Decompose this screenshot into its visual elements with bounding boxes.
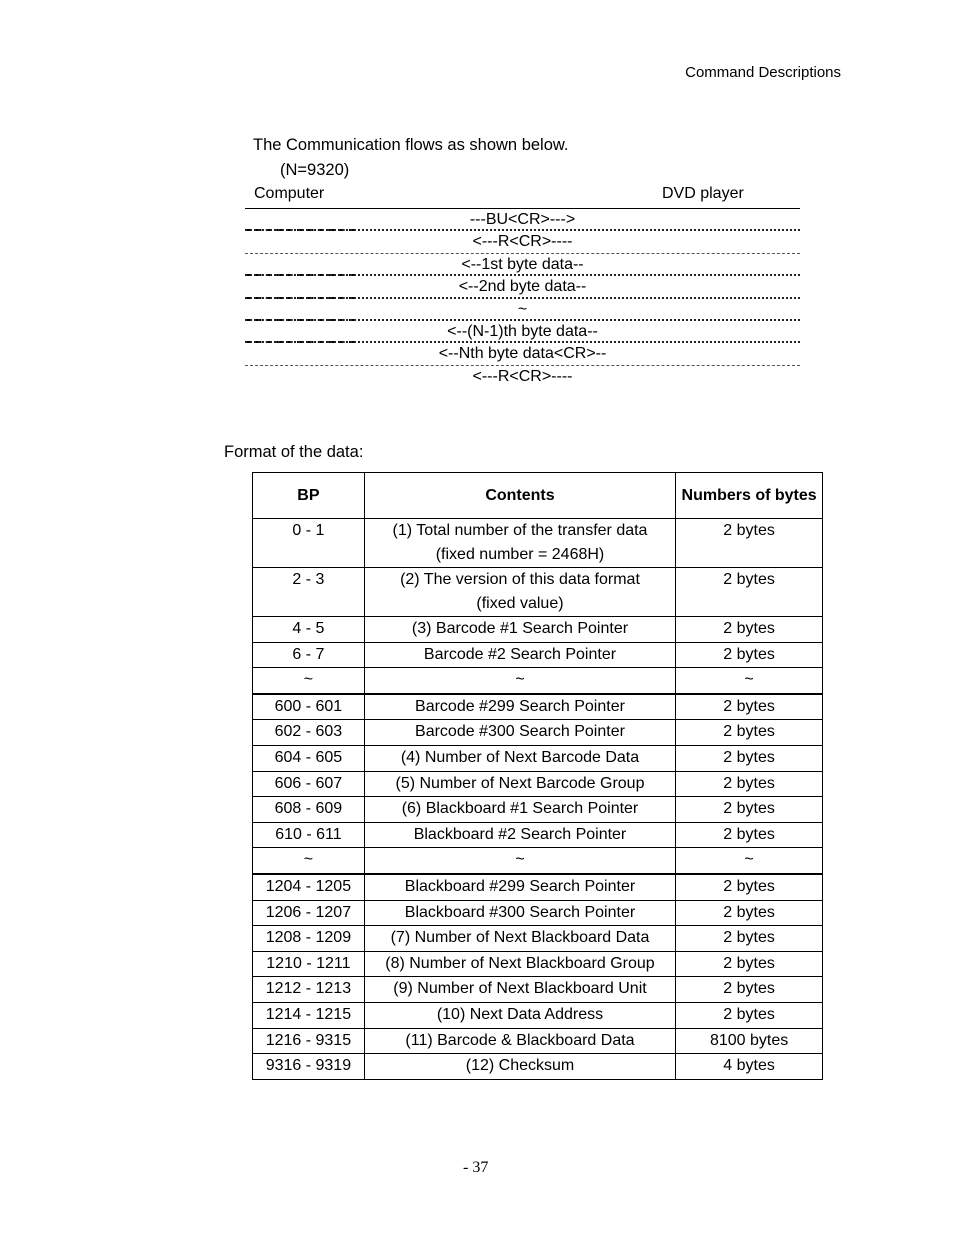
cell-bytes — [676, 720, 823, 746]
bytes-text: 2 bytes — [723, 748, 775, 766]
bytes-text: 2 bytes — [723, 980, 775, 998]
flow-step: <---R<CR>---- — [245, 231, 800, 253]
bp-text: 2 - 3 — [292, 571, 325, 588]
bp-text: 4 - 5 — [292, 620, 325, 637]
contents-text: (9) Number of Next Blackboard Unit — [393, 980, 647, 998]
bp-text: 6 - 7 — [292, 645, 325, 663]
cell-bytes — [676, 745, 823, 771]
flow-step: <--(N-1)th byte data-- — [245, 321, 800, 343]
cell-bytes — [676, 1002, 823, 1028]
bytes-text: ~ — [744, 851, 754, 869]
bp-text: 1216 - 9315 — [265, 1031, 352, 1049]
cell-bytes — [676, 822, 823, 848]
table-row — [253, 977, 823, 1003]
bytes-text: 2 bytes — [723, 774, 775, 792]
contents-text: ~ — [515, 851, 525, 869]
flow-step: ~ — [245, 299, 800, 321]
cell-contents — [364, 1028, 675, 1054]
cell-bytes — [676, 900, 823, 926]
table-row — [253, 642, 823, 668]
table-body — [253, 519, 823, 1080]
contents-subtext: (fixed number = 2468H) — [435, 546, 605, 563]
cell-bp — [253, 745, 365, 771]
cell-contents — [364, 642, 675, 668]
bp-text: 1208 - 1209 — [265, 929, 352, 947]
cell-contents — [364, 745, 675, 771]
cell-contents — [364, 926, 675, 952]
bp-text: 1214 - 1215 — [265, 1005, 352, 1023]
bp-text: ~ — [303, 851, 314, 869]
bytes-text: 2 bytes — [723, 620, 775, 637]
cell-bp — [253, 1002, 365, 1028]
table-row — [253, 771, 823, 797]
contents-text: Blackboard #299 Search Pointer — [404, 877, 636, 895]
contents-text: (2) The version of this data format — [400, 571, 640, 588]
n-value: (N=9320) — [280, 161, 350, 179]
cell-bp — [253, 1028, 365, 1054]
cell-contents — [364, 900, 675, 926]
bp-text: 608 - 609 — [274, 800, 343, 818]
table-row — [253, 694, 823, 720]
cell-bp — [253, 668, 365, 694]
bp-text: 600 - 601 — [274, 697, 343, 715]
cell-bp — [253, 642, 365, 668]
cell-bp — [253, 771, 365, 797]
data-format-table — [252, 472, 823, 1080]
cell-bytes — [676, 771, 823, 797]
flow-step: <--2nd byte data-- — [245, 276, 800, 298]
table-row — [253, 568, 823, 617]
flow-step: <---R<CR>---- — [472, 367, 573, 385]
bytes-text: 2 bytes — [723, 1005, 775, 1023]
cell-bp — [253, 720, 365, 746]
cell-contents — [364, 771, 675, 797]
cell-bp — [253, 519, 365, 568]
table-row — [253, 951, 823, 977]
contents-text: ~ — [515, 671, 525, 689]
bytes-text: 2 bytes — [723, 825, 775, 843]
table-row — [253, 617, 823, 643]
cell-contents — [364, 977, 675, 1003]
cell-bp — [253, 1054, 365, 1080]
contents-text: Blackboard #300 Search Pointer — [404, 903, 636, 921]
bytes-text: ~ — [744, 671, 754, 689]
table-row — [253, 874, 823, 900]
page-header: Command Descriptions — [685, 64, 841, 81]
header-contents: Contents — [364, 473, 675, 519]
table-row — [253, 926, 823, 952]
cell-contents — [364, 519, 675, 568]
bytes-text: 2 bytes — [723, 723, 775, 741]
bytes-text: 2 bytes — [723, 903, 775, 921]
cell-contents — [364, 951, 675, 977]
contents-text: Blackboard #2 Search Pointer — [413, 825, 627, 843]
bytes-text: 2 bytes — [723, 800, 775, 818]
cell-bp — [253, 977, 365, 1003]
bytes-text: 2 bytes — [723, 522, 775, 539]
table-row — [253, 900, 823, 926]
contents-text: Barcode #2 Search Pointer — [423, 645, 617, 663]
cell-bp — [253, 694, 365, 720]
table-row — [253, 848, 823, 874]
bytes-text: 4 bytes — [723, 1057, 775, 1075]
bytes-text: 2 bytes — [723, 877, 775, 895]
header-bytes: Numbers of bytes — [676, 473, 823, 519]
contents-subtext: (fixed value) — [476, 595, 564, 612]
contents-text: (12) Checksum — [465, 1057, 575, 1075]
table-row — [253, 822, 823, 848]
flow-computer-label: Computer — [254, 185, 325, 202]
cell-contents — [364, 720, 675, 746]
bp-text: 602 - 603 — [274, 723, 343, 741]
cell-contents — [364, 797, 675, 823]
table-row — [253, 1028, 823, 1054]
contents-text: (4) Number of Next Barcode Data — [400, 748, 640, 766]
cell-bytes — [676, 519, 823, 568]
table-row — [253, 1054, 823, 1080]
contents-text: (7) Number of Next Blackboard Data — [390, 929, 650, 947]
cell-bp — [253, 797, 365, 823]
communication-flow — [245, 185, 800, 388]
cell-bp — [253, 926, 365, 952]
cell-contents — [364, 617, 675, 643]
cell-bytes — [676, 874, 823, 900]
cell-bytes — [676, 1054, 823, 1080]
cell-contents — [364, 668, 675, 694]
cell-bp — [253, 848, 365, 874]
table-row — [253, 668, 823, 694]
bp-text: 1206 - 1207 — [265, 903, 352, 921]
contents-text: Barcode #299 Search Pointer — [415, 697, 625, 715]
bytes-text: 2 bytes — [723, 929, 775, 947]
cell-bp — [253, 568, 365, 617]
header-bp: BP — [253, 473, 365, 519]
bytes-text: 2 bytes — [723, 645, 775, 663]
cell-contents — [364, 874, 675, 900]
table-row — [253, 745, 823, 771]
cell-bytes — [676, 1028, 823, 1054]
flow-step: <--1st byte data-- — [245, 254, 800, 276]
bytes-text: 2 bytes — [723, 571, 775, 588]
flow-step: ---BU<CR>---> — [245, 209, 800, 231]
cell-bytes — [676, 848, 823, 874]
flow-header — [245, 185, 800, 209]
intro-text: The Communication flows as shown below. — [253, 136, 569, 154]
contents-text: (5) Number of Next Barcode Group — [395, 774, 645, 792]
page-number: - 37 — [463, 1159, 489, 1176]
cell-bytes — [676, 977, 823, 1003]
table-row — [253, 519, 823, 568]
bytes-text: 8100 bytes — [709, 1031, 789, 1049]
cell-bytes — [676, 617, 823, 643]
bytes-text: 2 bytes — [723, 697, 775, 715]
cell-bp — [253, 822, 365, 848]
contents-text: (3) Barcode #1 Search Pointer — [411, 620, 629, 637]
bp-text: 0 - 1 — [292, 522, 325, 539]
cell-bytes — [676, 568, 823, 617]
table-row — [253, 1002, 823, 1028]
bp-text: 604 - 605 — [274, 748, 343, 766]
cell-bp — [253, 874, 365, 900]
flow-dvd-label: DVD player — [662, 185, 744, 202]
cell-bp — [253, 900, 365, 926]
bp-text: ~ — [303, 671, 314, 689]
cell-contents — [364, 1002, 675, 1028]
bp-text: 1212 - 1213 — [265, 980, 352, 998]
cell-bytes — [676, 668, 823, 694]
table-row — [253, 797, 823, 823]
bp-text: 1204 - 1205 — [265, 877, 352, 895]
bp-text: 9316 - 9319 — [265, 1057, 352, 1075]
bp-text: 606 - 607 — [274, 774, 343, 792]
bp-text: 1210 - 1211 — [266, 954, 351, 972]
cell-bytes — [676, 926, 823, 952]
cell-bp — [253, 951, 365, 977]
cell-contents — [364, 822, 675, 848]
contents-text: (8) Number of Next Blackboard Group — [385, 954, 655, 972]
cell-contents — [364, 568, 675, 617]
contents-text: (6) Blackboard #1 Search Pointer — [401, 800, 639, 818]
cell-bp — [253, 617, 365, 643]
cell-contents — [364, 694, 675, 720]
cell-bytes — [676, 642, 823, 668]
contents-text: (11) Barcode & Blackboard Data — [405, 1031, 635, 1049]
cell-bytes — [676, 694, 823, 720]
format-label: Format of the data: — [224, 443, 364, 461]
flow-step: <--Nth byte data<CR>-- — [245, 343, 800, 365]
bytes-text: 2 bytes — [723, 954, 775, 972]
cell-bytes — [676, 797, 823, 823]
contents-text: (10) Next Data Address — [436, 1005, 604, 1023]
contents-text: Barcode #300 Search Pointer — [415, 723, 625, 741]
cell-bytes — [676, 951, 823, 977]
table-header-row — [253, 473, 823, 519]
cell-contents — [364, 1054, 675, 1080]
bp-text: 610 - 611 — [275, 825, 342, 843]
cell-contents — [364, 848, 675, 874]
table-row — [253, 720, 823, 746]
contents-text: (1) Total number of the transfer data — [392, 522, 648, 539]
